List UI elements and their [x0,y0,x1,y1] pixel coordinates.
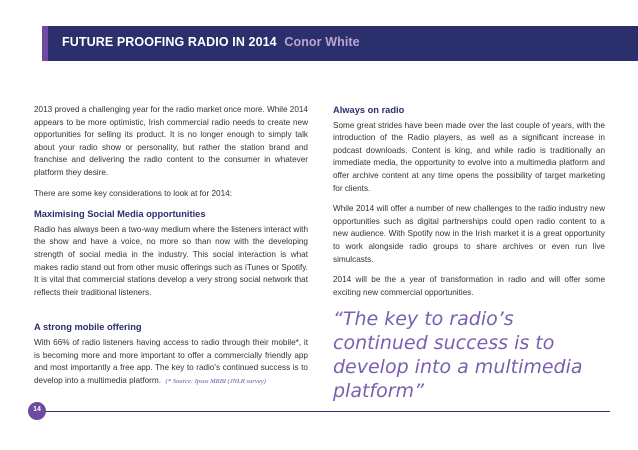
social-media-paragraph: Radio has always been a two-way medium where the listeners interact with the show and have a voice, no more so than now with the developing strength of social media in the industry. This social interaction is what makes radio stand out from other music offerings such as iTunes or Spotify. It is vital that commercial stations develop a very strong social network that reflects their traditional listeners. [34,224,308,297]
header-accent-bar [42,26,48,61]
source-note: (* Source: Ipsos MRBI (JNLR survey) [165,377,266,385]
page-number: 14 [33,406,41,413]
always-on-paragraph-2: While 2014 will offer a number of new challenges to the radio industry new opportunities such as digital partnerships could open radio content to a new audience. With Spotify now in the Irish market it is a great opportunity to work alongside radio groups to share archives or even run live simulcasts. [333,204,605,264]
intro-paragraph: 2013 proved a challenging year for the radio market once more. While 2014 appears to be more optimistic, Irish commercial radio needs to create new opportunities for selling its product. It is no longer enough to simply talk about your radio show or personality, but rather the station brand and franchise and delivering the radio content to the consumer in whatever platform they desire. [34,105,308,177]
always-on-paragraph-3: 2014 will be the a year of transformation in radio and will offer some exciting new commercial opportunities. [333,275,605,297]
article-author: Conor White [284,35,360,49]
article-title: FUTURE PROOFING RADIO IN 2014 [62,35,277,49]
footer-rule [44,411,610,412]
mobile-offering-paragraph [34,337,308,388]
pull-quote: “The key to radio’s continued success is to develop into a multimedia platform” [333,308,583,403]
mobile-offering-text: With 66% of radio listeners having access to radio through their mobile*, it is becoming more and more important to offer a commercially friendly app and most importantly a free app. The key to radio's continued success is to develop into a multimedia platform. [34,337,308,385]
always-on-radio-heading: Always on radio [333,105,405,115]
mobile-offering-heading: A strong mobile offering [34,322,142,333]
social-media-heading: Maximising Social Media opportunities [34,209,206,220]
left-column [34,104,308,396]
right-column [333,104,605,403]
article-header [62,35,360,49]
considerations-paragraph: There are some key considerations to look at for 2014: [34,188,232,198]
always-on-paragraph-1: Some great strides have been made over the last couple of years, with the introduction of the Radio players, as well as a significant increase in podcast downloads. Content is king, and while radio is traditionally an immediate media, the opportunity to evolve into a multimedia platform and offer archive content at any time opens the possibility of target marketing for clients. [333,120,605,193]
